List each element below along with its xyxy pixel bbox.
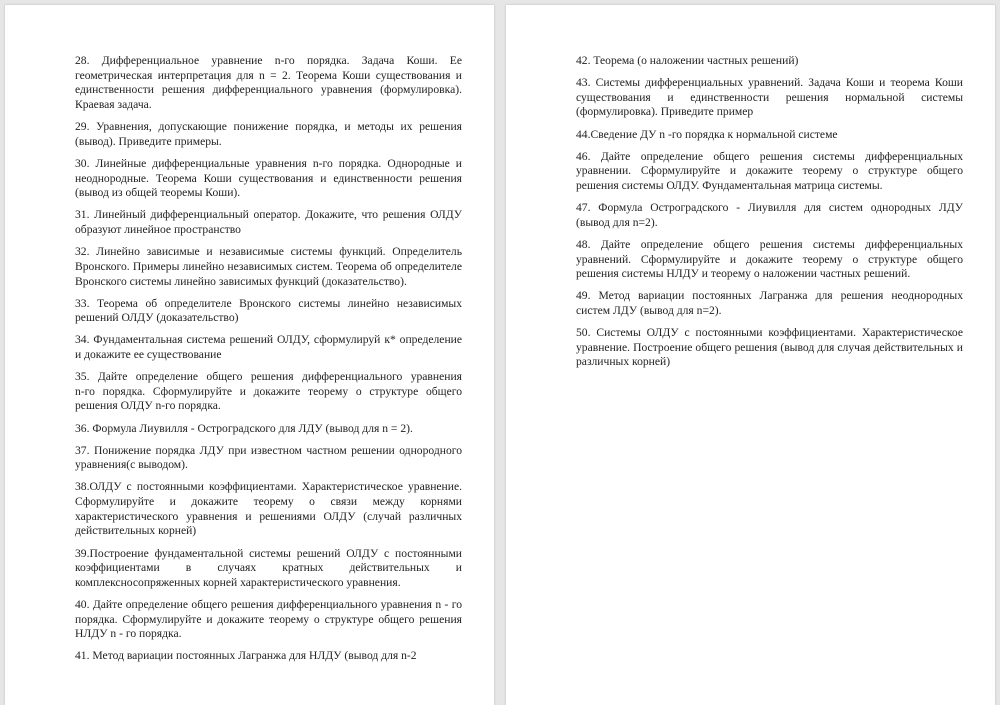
text-line: и докажите ее существование bbox=[75, 348, 222, 362]
text-line: 40. Дайте определение общего решения дифференциального уравнения n - го bbox=[75, 598, 462, 611]
text-line: решений ОЛДУ (доказательство) bbox=[75, 311, 239, 325]
question-paragraph bbox=[75, 649, 462, 664]
text-line: образуют линейное пространство bbox=[75, 223, 241, 237]
text-line: (вывод). Приведите примеры. bbox=[75, 134, 222, 148]
text-line: решения системы ОЛДУ. Фундаментальная матрица системы. bbox=[576, 178, 883, 192]
text-line: 32. Линейно зависимые и независимые системы функций. Определитель bbox=[75, 245, 462, 259]
text-line: систем ЛДУ (вывод для n=2). bbox=[576, 303, 722, 317]
text-line: 31. Линейный дифференциальный оператор. Докажите, что решения ОЛДУ bbox=[75, 208, 462, 222]
text-line: 42. Теорема (о наложении частных решений) bbox=[576, 54, 799, 67]
text-line: 38.ОЛДУ с постоянными коэффициентами. Характеристическое уравнение. bbox=[75, 480, 462, 494]
text-line: комплексносопряженных корней характеристического уравнения. bbox=[75, 575, 401, 589]
question-paragraph bbox=[75, 480, 462, 539]
text-line: 28. Дифференциальное уравнение n-го порядка. Задача Коши. Ее bbox=[75, 54, 462, 67]
text-line: решения системы НЛДУ и теорему о наложении частных решений. bbox=[576, 267, 911, 281]
question-paragraph bbox=[75, 444, 462, 473]
question-paragraph bbox=[75, 333, 462, 362]
text-line: 30. Линейные дифференциальные уравнения n-го порядка. Однородные и bbox=[75, 156, 462, 170]
text-line: n-го порядка. Сформулируйте и докажите теорему о структуре общего bbox=[75, 384, 462, 398]
document-page-1[interactable] bbox=[5, 5, 494, 705]
text-line: 39.Построение фундаментальной системы решений ОЛДУ с постоянными bbox=[75, 546, 462, 560]
text-line: 49. Метод вариации постоянных Лагранжа для решения неоднородных bbox=[576, 289, 963, 303]
text-line: Вронского. Примеры линейно независимых систем. Теорема об определителе bbox=[75, 259, 462, 273]
text-line: различных корней) bbox=[576, 355, 671, 369]
text-line: Сформулируйте и докажите теорему о связи между корнями bbox=[75, 495, 462, 509]
question-paragraph bbox=[75, 547, 462, 591]
text-line: порядка. Сформулируйте и докажите теорему о структуре общего решения bbox=[75, 612, 462, 626]
text-line: уравнения(с выводом). bbox=[75, 458, 188, 472]
text-line: Вронского системы линейно зависимых функций (доказательство). bbox=[75, 274, 407, 288]
text-line: 47. Формула Остроградского - Лиувилля для систем однородных ЛДУ bbox=[576, 201, 963, 215]
question-paragraph bbox=[576, 128, 963, 143]
question-paragraph bbox=[576, 54, 963, 69]
question-paragraph bbox=[576, 150, 963, 194]
text-line: 50. Системы ОЛДУ с постоянными коэффициентами. Характеристическое bbox=[576, 326, 963, 340]
text-line: НЛДУ n - го порядка. bbox=[75, 627, 182, 641]
question-paragraph bbox=[75, 54, 462, 113]
question-paragraph bbox=[75, 598, 462, 642]
question-paragraph bbox=[576, 201, 963, 230]
text-line: 35. Дайте определение общего решения дифференциального уравнения bbox=[75, 370, 462, 384]
text-line: (вывод для n=2). bbox=[576, 215, 658, 229]
text-line: 48. Дайте определение общего решения системы дифференциальных bbox=[576, 237, 963, 251]
text-line: существования и единственности решения нормальной системы bbox=[576, 90, 963, 104]
text-line: 29. Уравнения, допускающие понижение порядка, и методы их решения bbox=[75, 120, 462, 134]
text-line: 43. Системы дифференциальных уравнений. Задача Коши и теорема Коши bbox=[576, 76, 963, 90]
text-line: (формулировка). Приведите пример bbox=[576, 105, 754, 119]
text-line: 44.Сведение ДУ n -го порядка к нормальной системе bbox=[576, 127, 838, 141]
text-line: (вывод из общей теоремы Коши). bbox=[75, 186, 241, 200]
question-paragraph bbox=[75, 208, 462, 237]
text-line: неоднородные. Теорема Коши существования и единственности решения bbox=[75, 171, 462, 185]
text-line: геометрическая интерпретация для n = 2. Теорема Коши существования и bbox=[75, 68, 462, 82]
page-body bbox=[75, 54, 462, 672]
question-paragraph bbox=[576, 289, 963, 318]
document-page-2[interactable] bbox=[506, 5, 995, 705]
text-line: уравнение. Построение общего решения (вывод для случая действительных и bbox=[576, 340, 963, 354]
text-line: уравнении. Сформулируйте и докажите теорему о структуре общего bbox=[576, 164, 963, 178]
text-line: действительных корней) bbox=[75, 524, 197, 538]
question-paragraph bbox=[75, 157, 462, 201]
text-line: 36. Формула Лиувилля - Остроградского для ЛДУ (вывод для n = 2). bbox=[75, 421, 413, 435]
question-paragraph bbox=[75, 245, 462, 289]
text-line: решения ОЛДУ n-го порядка. bbox=[75, 399, 221, 413]
question-paragraph bbox=[75, 297, 462, 326]
text-line: коэффициентами в случаях кратных действительных и bbox=[75, 561, 462, 575]
text-line: 41. Метод вариации постоянных Лагранжа для НЛДУ (вывод для n-2 bbox=[75, 649, 417, 663]
question-paragraph bbox=[75, 422, 462, 437]
text-line: Краевая задача. bbox=[75, 98, 152, 112]
text-line: 37. Понижение порядка ЛДУ при известном частном решении однородного bbox=[75, 443, 462, 457]
text-line: 46. Дайте определение общего решения системы дифференциальных bbox=[576, 149, 963, 163]
page-body bbox=[576, 54, 963, 378]
text-line: уравнений. Сформулируйте и докажите теорему о структуре общего bbox=[576, 252, 963, 266]
question-paragraph bbox=[576, 238, 963, 282]
question-paragraph bbox=[576, 326, 963, 370]
text-line: 34. Фундаментальная система решений ОЛДУ, сформулируй к* определение bbox=[75, 333, 462, 347]
text-line: 33. Теорема об определителе Вронского системы линейно независимых bbox=[75, 296, 462, 310]
text-line: характеристического уравнения и решениями ОЛДУ (случай различных bbox=[75, 509, 462, 523]
question-paragraph bbox=[75, 120, 462, 149]
text-line: единственности решения дифференциального уравнения (формулировка). bbox=[75, 83, 462, 97]
question-paragraph bbox=[75, 370, 462, 414]
question-paragraph bbox=[576, 76, 963, 120]
